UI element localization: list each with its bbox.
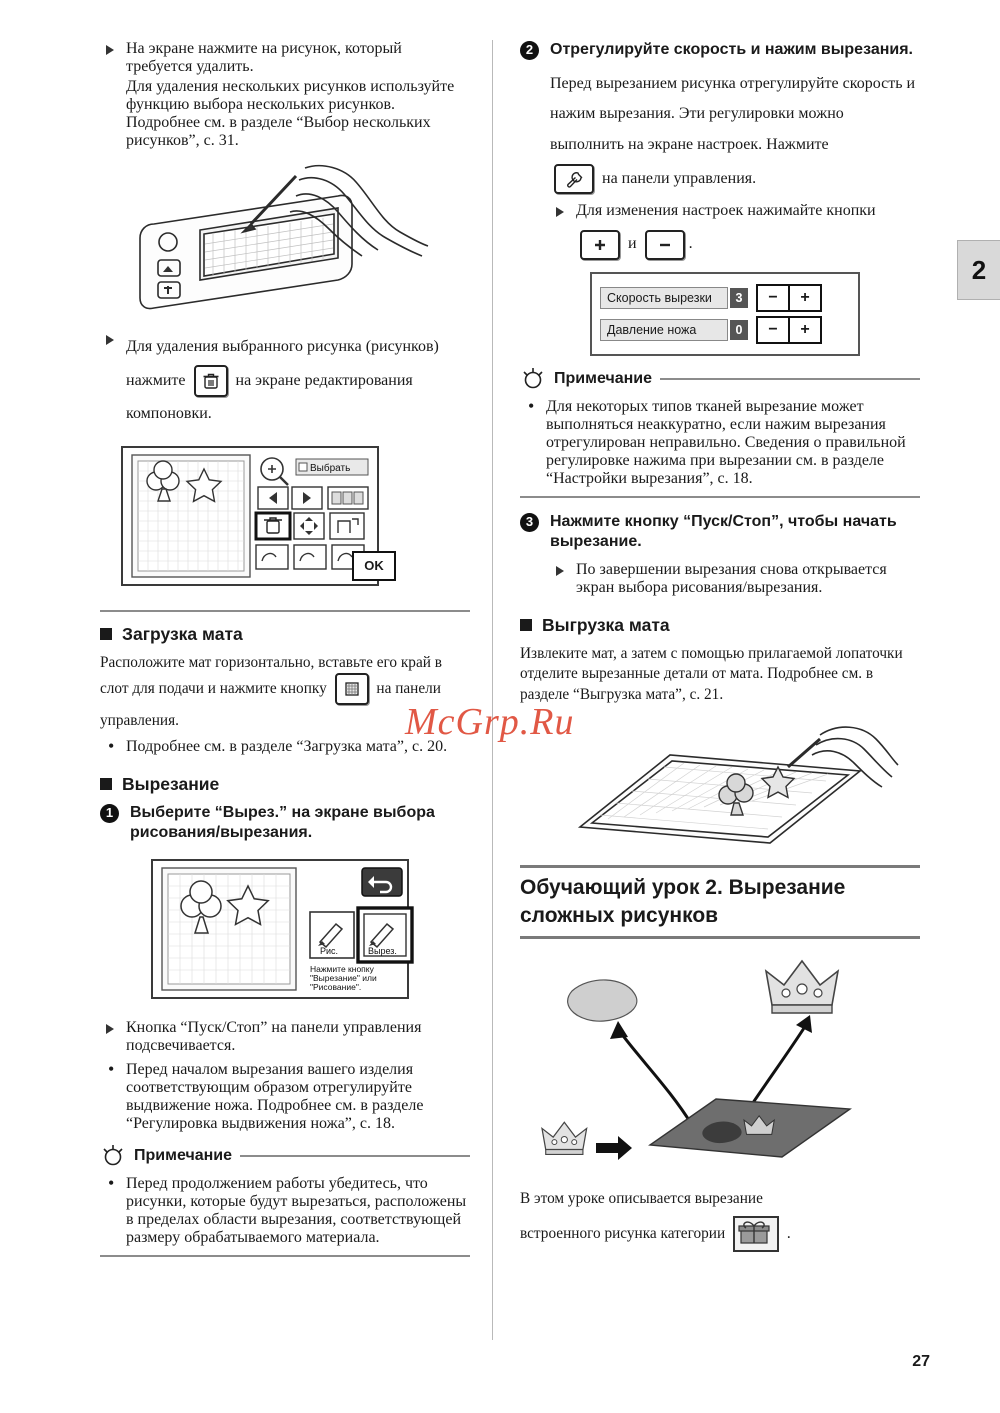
load-mat-line — [100, 673, 470, 738]
step-3-bullet: По завершении вырезания снова открывается экран выбора рисования/вырезания. — [550, 561, 920, 597]
settings-row — [600, 316, 850, 344]
bulb-icon — [520, 366, 546, 392]
step-2-text: Отрегулируйте скорость и нажим вырезания. — [550, 41, 913, 58]
figure-settings-panel — [590, 272, 920, 356]
svg-text:Вырез.: Вырез. — [368, 946, 397, 957]
lesson-rule-bottom — [520, 936, 920, 939]
lesson-rule-top — [520, 865, 920, 868]
note-text-right: • Для некоторых типов тканей вырезание может выполняться неаккуратно, если нажим вырезания отрегулирован неправильно. Сведения о правильной регулировке нажима при вырезании см. в разделе “Настройки вырезания”, с. 18. — [520, 398, 920, 488]
figure-lcd-draw-cut — [140, 854, 470, 1009]
heading-load-mat: Загрузка мата — [100, 624, 470, 645]
setting-label-blade-pressure: Давление ножа — [600, 319, 728, 341]
left-bullet-1-cont: Для удаления нескольких рисунков используйте функцию выбора нескольких рисунков. Подробнее см. в разделе “Выбор нескольких рисунков”, с. 31. — [126, 78, 455, 149]
setting-stepper-blade-pressure[interactable] — [756, 316, 822, 344]
svg-text:Выбрать: Выбрать — [310, 462, 351, 474]
lesson-text-2: встроенного рисунка категории — [520, 1224, 726, 1242]
left-bullet-2 — [100, 330, 470, 431]
right-column — [520, 40, 920, 1252]
note-title-left: Примечание — [134, 1147, 233, 1165]
step-2-text-2: на панели управления. — [602, 169, 757, 187]
heading-unload-mat: Выгрузка мата — [520, 615, 920, 636]
section-rule-1 — [100, 610, 470, 612]
bulb-icon — [100, 1143, 126, 1169]
blade-pressure-plus-button[interactable]: + — [788, 318, 820, 342]
lesson-title: Обучающий урок 2. Вырезание сложных рисунков — [520, 875, 846, 928]
cut-speed-minus-button[interactable]: − — [758, 286, 788, 310]
settings-panel — [590, 272, 860, 356]
lesson-text-1: В этом уроке описывается вырезание — [520, 1190, 763, 1208]
left-bullet-2-text-a: Для удаления выбранного рисунка (рисунков) нажмите — [126, 338, 439, 389]
load-mat-text-2: слот для подачи и нажмите кнопку — [100, 679, 327, 697]
load-mat-bullet: • Подробнее см. в разделе “Загрузка мата”, с. 20. — [100, 738, 470, 756]
note-rule-left — [240, 1155, 470, 1157]
minus-key-icon — [645, 230, 685, 260]
setting-label-cut-speed: Скорость вырезки — [600, 287, 728, 309]
figure-stylus-on-panel — [100, 160, 470, 320]
load-mat-text-3: на панели управления. — [100, 679, 441, 730]
step-3 — [520, 512, 920, 554]
step-2-bullet: Для изменения настроек нажимайте кнопки — [550, 202, 920, 220]
load-mat-text-1: Расположите мат горизонтально, вставьте его край в — [100, 653, 442, 671]
figure-spatula-mat — [520, 715, 920, 855]
left-after-bullet-1: Кнопка “Пуск/Стоп” на панели управления подсвечивается. — [100, 1019, 470, 1055]
figure-lcd-layout-edit — [100, 441, 470, 596]
setting-value-cut-speed: 3 — [730, 288, 748, 308]
lesson-text-3: . — [786, 1224, 791, 1242]
lesson-text-line-2 — [520, 1216, 920, 1253]
plus-minus-line: и . — [550, 226, 920, 261]
left-bullet-1 — [100, 40, 470, 150]
left-bullet-2-text-b: на экране редактирования компоновки. — [126, 371, 413, 423]
note-title-right: Примечание — [554, 369, 653, 387]
step-1-text: Выберите “Вырез.” на экране выбора рисования/вырезания. — [130, 803, 435, 842]
figure-crown-lesson — [520, 949, 920, 1179]
svg-text:Нажмите кнопку: Нажмите кнопку — [310, 964, 374, 975]
plus-key-icon — [580, 230, 620, 260]
settings-wrench-key-icon — [554, 164, 594, 194]
step-2-number: 2 — [520, 41, 539, 60]
step-1-number: 1 — [100, 804, 119, 823]
note-footer-left — [100, 1255, 470, 1257]
step-2-text-1: Перед вырезанием рисунка отрегулируйте скорость и нажим вырезания. Эти регулировки можно выполнить на экране настроек. Нажмите — [550, 74, 916, 153]
step-2-body — [550, 69, 920, 195]
note-footer-right — [520, 496, 920, 498]
feed-key-icon — [335, 673, 369, 705]
step-3-text: Нажмите кнопку “Пуск/Стоп”, чтобы начать вырезание. — [550, 512, 897, 551]
unload-mat-text: Извлеките мат, а затем с помощью прилагаемой лопаточки отделите вырезанные детали от мата. Подробнее см. в разделе “Выгрузка мата”, с. 21. — [520, 645, 903, 703]
page-number: 27 — [912, 1353, 930, 1370]
setting-value-blade-pressure: 0 — [730, 320, 748, 340]
left-after-bullet-2: • Перед началом вырезания вашего изделия соответствующим образом отрегулируйте выдвижение ножа. Подробнее см. в разделе “Регулировка выдвижения ножа”, с. 18. — [100, 1061, 470, 1133]
delete-key-icon — [194, 365, 228, 397]
blade-pressure-minus-button[interactable]: − — [758, 318, 788, 342]
setting-stepper-cut-speed[interactable] — [756, 284, 822, 312]
note-header-right — [520, 366, 920, 392]
chapter-tab: 2 — [957, 240, 1000, 300]
column-divider — [492, 40, 493, 1340]
cut-speed-plus-button[interactable]: + — [788, 286, 820, 310]
heading-cutting: Вырезание — [100, 774, 470, 795]
lcd-ok-button[interactable]: OK — [352, 551, 396, 581]
note-text-left: • Перед продолжением работы убедитесь, что рисунки, которые будут вырезаться, расположены в пределах области вырезания, соответствующей размеру обрабатываемого материала. — [100, 1175, 470, 1247]
watermark: McGrp.Ru — [405, 701, 575, 743]
svg-text:"Вырезание" или: "Вырезание" или — [310, 973, 377, 984]
step-2 — [520, 40, 920, 61]
note-rule-right — [660, 378, 920, 380]
svg-text:Рис.: Рис. — [320, 946, 339, 957]
settings-row — [600, 284, 850, 312]
left-bullet-1-text: На экране нажмите на рисунок, который требуется удалить. — [126, 40, 402, 75]
gift-category-icon — [733, 1216, 779, 1252]
step-3-number: 3 — [520, 513, 539, 532]
note-header-left — [100, 1143, 470, 1169]
step-1 — [100, 803, 470, 845]
left-column — [100, 40, 470, 1257]
svg-text:"Рисование".: "Рисование". — [310, 982, 362, 993]
and-text: и — [628, 235, 637, 253]
